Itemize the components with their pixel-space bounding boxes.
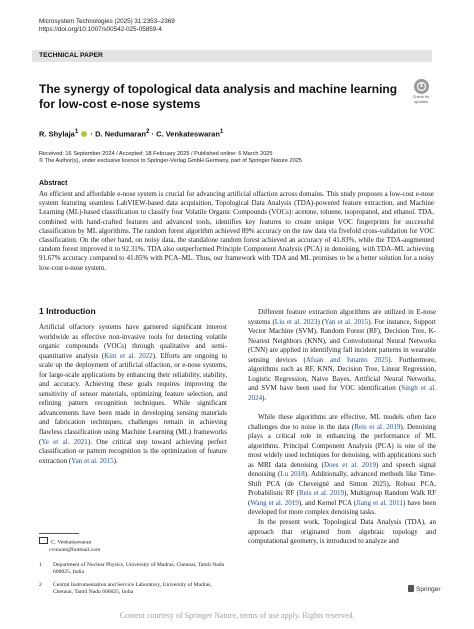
affiliation-text: Department of Nuclear Physics, University of Madras, Chennai, Tamil Nadu 600025, India [53,562,225,575]
body-text: ). [262,393,267,402]
body-text: ), Multigroup Random Walk RF ( [248,489,436,507]
affiliation-1 [39,562,229,576]
citation-link[interactable]: Reis et al. 2019 [298,489,345,498]
corresponding-email[interactable]: cvunom@hotmail.com [49,546,101,553]
affiliation-number: 1 [39,562,42,568]
affiliation-2 [39,582,229,596]
body-text: ). Additionally, advanced methods like Time-Shift PCA (de Cheveigné and Simon 2025), Robust PCA, Probabilistic RF ( [248,470,436,498]
journal-name: Microsystem Technologies (2025) 31:2353–2369 [39,18,175,25]
citation-link[interactable]: Jiang et al. 2011 [356,498,403,507]
author-name[interactable]: D. Nedumaran [95,129,146,139]
body-text: ), and Kernel PCA ( [298,498,357,507]
citation-link[interactable]: Reis et al. 2019 [354,422,401,431]
body-text: ). One critical step toward achieving perfect classification or pattern recognition is the optimization of feature extraction ( [39,437,227,465]
body-text: Different feature extraction algorithms are utilized in E-nose systems ( [248,308,436,326]
abstract-text: An efficient and affordable e-nose system is crucial for advancing artificial olfaction across domains. This study proposes a low-cost e-nose system featuring seamless LabVIEW-based data acquisition, Topological Data Analysis (TDA)-powered feature extraction, and Machine Learning (ML)-based classification to classify four Volatile Organic Compounds (VOCs): acetone, toluene, isopropanol, and ethanol. TDA, combined with hand-crafted features and advanced tools, identifies key features to create unique VOC fingerprints for successful classification by ML algorithms. The random forest algorithm achieved 89% accuracy on the raw data via fivefold cross-validation for VOC classification. On the other hand, on noisy data, the standalone random forest achieved an accuracy of 41.83%, while the TDA-augmented random forest improved it to 92.31%. TDA also outperformed Principle Component Analysis (PCA) in denoising, with TDA–ML achieving 91.67% accuracy compared to 41.85% with PCA–ML. Thus, our framework with TDA and ML promises to be a better solution for a noisy low-cost e-nose system. [39,190,434,272]
courtesy-watermark: Content courtesy of Springer Nature, terms of use apply. Rights reserved. [119,611,355,620]
citation-link[interactable]: Yan et al. 2015 [71,456,114,465]
intro-paragraph-1 [39,323,227,466]
section-heading-introduction: 1 Introduction [39,306,96,316]
body-text: In the present work, Topological Data Analysis (TDA), an approach that originated from algebraic topology and computational geometry, is introduced to analyze and [248,517,436,546]
article-title: The synergy of topological data analysis and machine learning for low-cost e-nose systems [39,82,398,111]
publisher-logo [408,585,441,593]
affiliation-number: 2 [39,582,42,588]
publication-history: Received: 16 September 2024 / Accepted: 18 February 2025 / Published online: 6 March 2025 [39,151,273,157]
corresponding-name: C. Venkateswaran [51,539,92,546]
body-text: ) ( [317,317,325,326]
citation-link[interactable]: Yan et al. 2015 [324,317,369,326]
author-name[interactable]: R. Shylaja [39,129,75,139]
abstract-heading: Abstract [39,180,68,187]
body-text: ). [113,456,118,465]
journal-header [39,18,175,34]
author-name[interactable]: C. Venkateswaran [156,129,220,139]
badge-line1: Check for [412,94,430,99]
citation-link[interactable]: Kim et al. 2022 [104,351,153,360]
body-text: ). For instance, Support Vector Machine (SVM), Random Forest (RF), Decision Tree, K-Nearest Neighbors (KNN), and Convolutional Neural Networks (CNN) are applied in identifying fall incident patterns in wearable sensing devices ( [248,317,436,364]
body-text: ). Efforts are ongoing to scale up the deployment of artificial olfaction, or e-nose systems, for large-scale applications by enhancing their reliability, stability, and accuracy. Achieving these goals requires improving the sensitivity of sensor materials, optimizing feature selection, and refining pattern recognition techniques. While significant advancements have been made in developing sensing materials and fabrication techniques, challenges remain in achieving flawless classification using Machine Learning (ML) frameworks ( [39,351,228,446]
citation-link[interactable]: Liu et al. 2023 [274,317,318,326]
body-text: ). Furthermore, algorithms such as RF, KNN, Decision Tree, Linear Regression, Logistic Regression, Naive Bayes, Artificial Neural Networks, and SVM have been used for VOC identification ( [248,355,436,393]
citation-link[interactable]: Ye et al. 2021 [41,437,88,446]
body-text: ). Denoising plays a critical role in enhancing the performance of ML algorithms. Principal Component Analysis (PCA) is one of the most widely used techniques for denoising, with applications such as MRI data denoising ( [248,422,437,469]
affiliation-text: Central Instrumentation and Service Laboratory, University of Madras, Chennai, Tamil Nadu 600025, India [53,582,212,595]
body-text: While these algorithms are effective, ML models often face challenges due to noise in the data ( [248,412,436,431]
doi-link[interactable]: https://doi.org/10.1007/s00542-025-05859-4 [39,26,162,33]
footnote-rule [39,533,79,534]
citation-link[interactable]: Does et al. 2019 [324,460,376,469]
publisher-name: Springer [416,586,441,593]
intro-paragraph-4 [248,518,436,547]
springer-horse-icon [408,585,414,592]
author-affiliation-mark: 1 [219,128,224,135]
body-text: Artificial olfactory systems have garnered significant interest worldwide as effective non-invasive tools for detecting volatile organic compounds (VOCs) through qualitative and semi-quantitative analysis ( [39,323,227,360]
orcid-icon[interactable] [81,131,87,137]
article-type-label: TECHNICAL PAPER [39,52,103,59]
body-text: ) have been developed for more complex denoising tasks. [248,498,436,517]
badge-line2: updates [413,98,429,104]
body-text: ) and speech signal denoising ( [248,460,437,479]
author-list: R. Shylaja$^1$ · D. Nedumaran$^2$ · C. Venkateswaran$^1$ [39,128,224,139]
citation-link[interactable]: Afuan and Isnanto 2025 [305,355,389,364]
citation-link[interactable]: Lu 2018 [280,470,305,479]
check-for-updates-badge[interactable] [408,79,434,104]
corresponding-author [39,537,100,554]
author-affiliation-mark: 2 [145,128,150,135]
citation-link[interactable]: Singh et al. 2024 [248,384,436,402]
intro-column-right [248,308,436,547]
check-updates-icon [414,79,429,94]
intro-paragraph-2 [248,308,436,403]
intro-paragraph-3 [248,413,436,518]
author-affiliation-mark: 1 [74,128,79,135]
citation-link[interactable]: Wang et al. 2019 [250,498,299,507]
copyright-line: © The Author(s), under exclusive licence to Springer-Verlag GmbH Germany, part of Springer Nature 2025 [39,158,302,165]
email-icon [39,537,48,544]
article-dates [39,151,302,166]
intro-column-left [39,323,227,466]
